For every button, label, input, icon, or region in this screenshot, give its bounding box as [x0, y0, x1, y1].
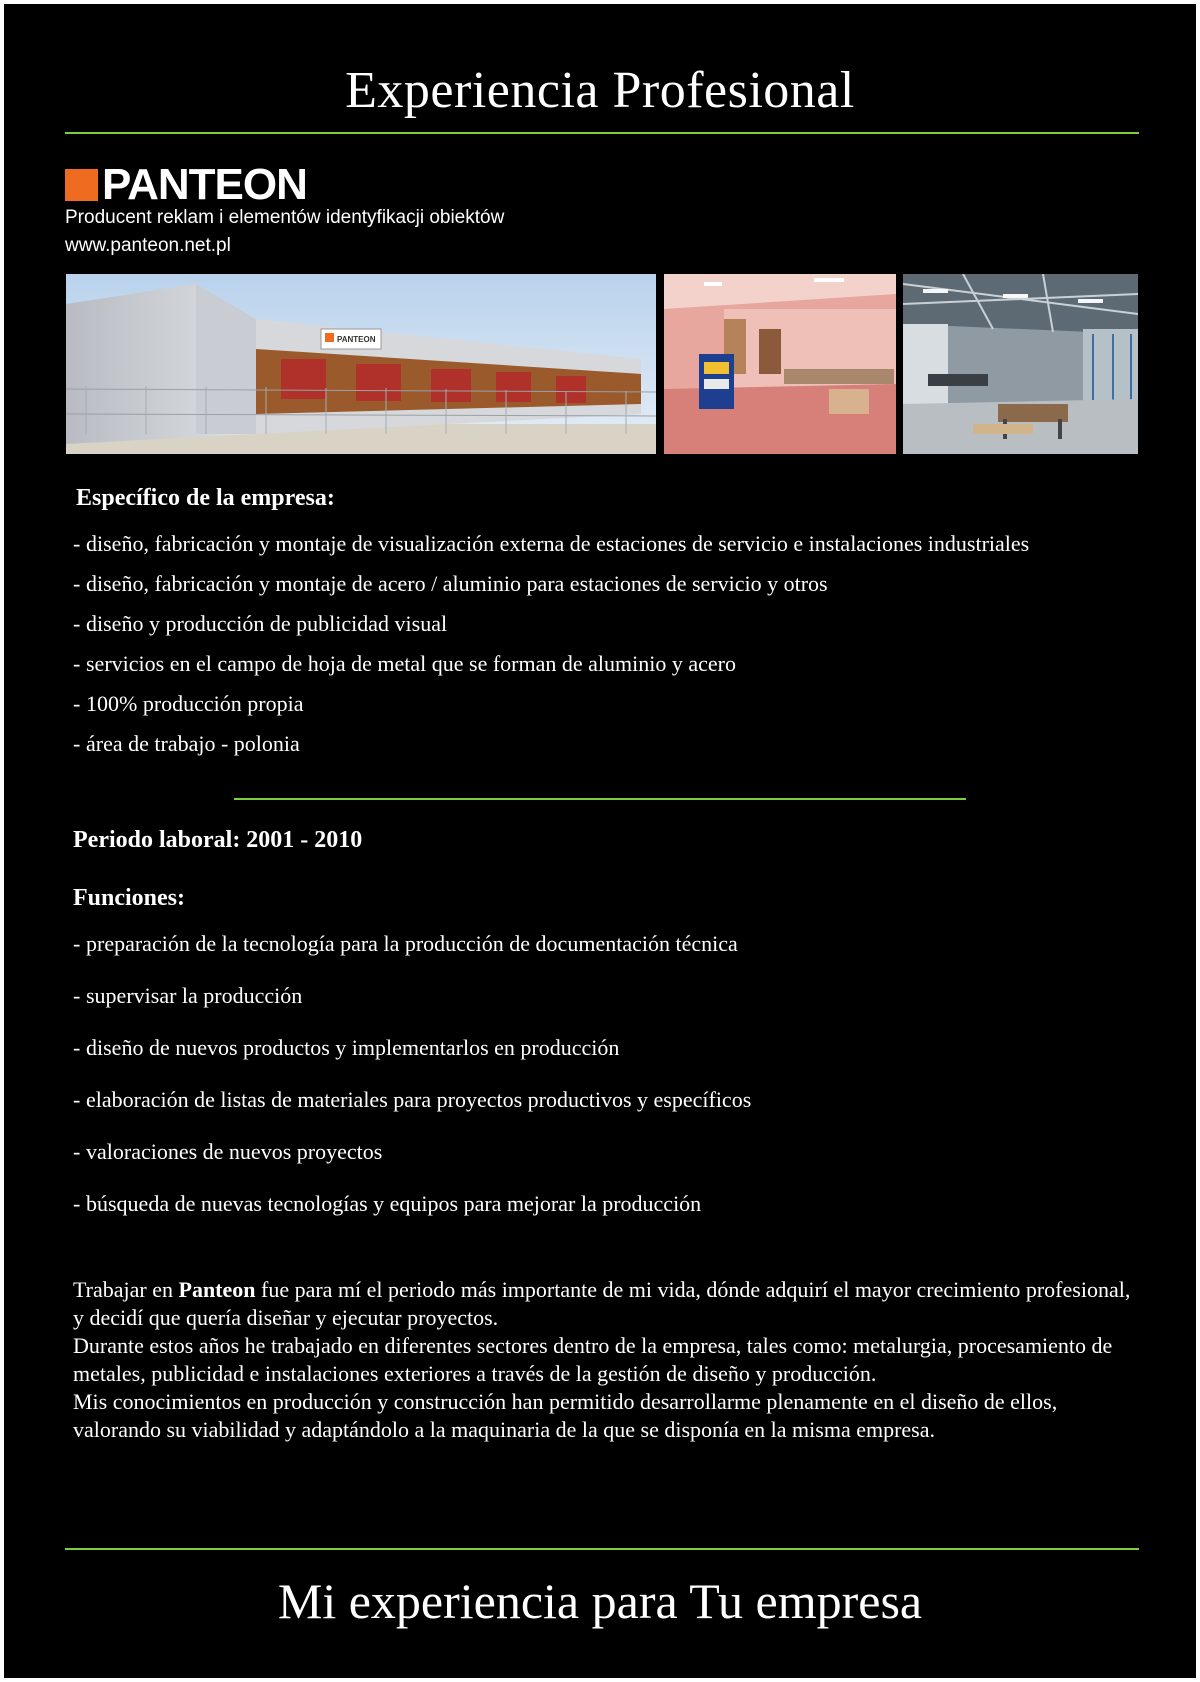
list-item: - diseño, fabricación y montaje de visualización externa de estaciones de servicio e instalaciones industriales [73, 530, 1143, 558]
list-item: - búsqueda de nuevas tecnologías y equipos para mejorar la producción [73, 1190, 1143, 1218]
summary-p1-start: Trabajar en [73, 1277, 179, 1302]
list-item: - diseño, fabricación y montaje de acero / aluminio para estaciones de servicio y otros [73, 570, 1143, 598]
footer-slogan: Mi experiencia para Tu empresa [277, 1573, 923, 1629]
summary-p1-end: fue para mí el periodo más importante de mi vida, dónde adquirí el mayor crecimiento profesional, y decidí que quería diseñar y ejecutar proyectos. [73, 1277, 1131, 1330]
summary-company-name: Panteon [178, 1277, 256, 1302]
photo-office-interior [664, 274, 896, 454]
list-item: - área de trabajo - polonia [73, 730, 1143, 758]
list-item: - 100% producción propia [73, 690, 1143, 718]
summary-paragraph-1 [73, 1276, 1133, 1332]
work-period: Periodo laboral: 2001 - 2010 [73, 827, 363, 853]
logo-square-icon [65, 169, 98, 201]
list-item: - diseño y producción de publicidad visual [73, 610, 1143, 638]
photo-workshop-interior [903, 274, 1138, 454]
list-item: - preparación de la tecnología para la producción de documentación técnica [73, 930, 1143, 958]
list-item: - valoraciones de nuevos proyectos [73, 1138, 1143, 1166]
middle-divider [234, 798, 966, 800]
summary-paragraph-3: Mis conocimientos en producción y construcción han permitido desarrollarme plenamente en el diseño de ellos, valorando su viabilidad y adaptándolo a la maquinaria de la que se disponía en la misma empresa. [73, 1389, 1058, 1442]
list-item: - elaboración de listas de materiales para proyectos productivos y específicos [73, 1086, 1143, 1114]
especifico-list [73, 530, 1143, 770]
list-item: - diseño de nuevos productos y implementarlos en producción [73, 1034, 1143, 1062]
photo-building-exterior [66, 274, 656, 454]
list-item: - servicios en el campo de hoja de metal que se forman de aluminio y acero [73, 650, 1143, 678]
section-heading-funciones: Funciones: [73, 885, 186, 911]
bottom-divider [65, 1548, 1139, 1550]
summary-paragraph-2: Durante estos años he trabajado en diferentes sectores dentro de la empresa, tales como: metalurgia, procesamiento de metales, publicidad e instalaciones exteriores a través de la gestión de diseño y producción. [73, 1333, 1113, 1386]
list-item: - supervisar la producción [73, 982, 1143, 1010]
company-tagline: Producent reklam i elementów identyfikacji obiektów [65, 207, 505, 228]
section-heading-especifico: Específico de la empresa: [76, 485, 335, 511]
logo-wordmark: PANTEON [102, 160, 307, 209]
building-sign-text: PANTEON [337, 335, 376, 344]
company-website: www.panteon.net.pl [65, 235, 231, 256]
company-logo [65, 160, 585, 264]
cv-page [4, 4, 1196, 1678]
funciones-list [73, 930, 1143, 1242]
page-title: Experiencia Profesional [345, 62, 855, 119]
top-divider [65, 132, 1139, 134]
summary-text [73, 1276, 1133, 1444]
